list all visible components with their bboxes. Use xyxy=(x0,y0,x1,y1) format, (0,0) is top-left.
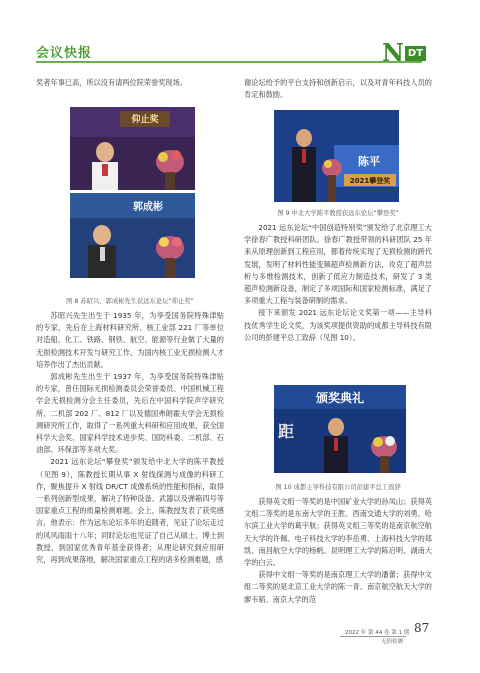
header-divider xyxy=(36,61,422,63)
left-body-paragraph-2: 郭成彬先生出生于 1937 年，为享受国务院特殊津贴的专家，曾任国际无损检测委员会荣誉委员、中国机械工程学会无损检测分会主任委员，先后在中国科学院声学研究所、二机部 202 厂、812 厂以及德国弗朗霍夫学会无损检测研究所工作，取得了一系列重大科研和应用成果，获全国科学大会奖、国家科学技术进步奖、国防科委、二机部、石油部、环保部等多项大奖。 xyxy=(36,372,224,455)
left-intro-text xyxy=(36,77,224,89)
right-bottom-paragraph-2: 获得中文组一等奖的是南京理工大学的潘蕾；获得中文组二等奖的是北京工业大学的陈一青、南京航空航天大学的廖韦韬、南京大学的范 xyxy=(244,570,432,604)
figure9-photo xyxy=(274,110,399,202)
figure9-sign-award: 2021攀登奖 xyxy=(349,177,391,185)
ndt-logo xyxy=(380,40,428,66)
footer-issue: 2022 年 第 44 卷 第 1 期 xyxy=(345,630,410,636)
figure10-photo xyxy=(274,385,406,473)
right-body-paragraph-2: 接下来颁发 2021 远东论坛论文奖第一项——主导科技优秀学生论文奖，为该奖项提供资助的成都主导科技有限公司的彭建平总工致辞（见图 10）。 xyxy=(244,308,432,342)
figure8-bottom-scene xyxy=(70,193,195,278)
right-intro-paragraph: 谢论坛给予的平台支持和创新启示，以及对青年科技人员的肯定和鼓励。 xyxy=(244,78,432,100)
footer-magazine: 无损检测 xyxy=(381,639,404,645)
figure8-sign-2: 郭成彬 xyxy=(133,202,163,213)
right-bottom-text xyxy=(244,496,432,606)
left-intro-paragraph: 奖者年事已高，所以没有请两位院荣誉奖现场。 xyxy=(36,78,187,87)
figure10-sign: 颁奖典礼 xyxy=(315,391,365,405)
figure8-photo-bottom xyxy=(70,193,195,278)
figure8-caption: 图 8 苏昭兴、郭成彬先生获远东论坛“仰止奖” xyxy=(66,298,194,305)
logo-dt-box: DT xyxy=(405,46,426,61)
right-intro-text xyxy=(244,77,432,101)
right-bottom-paragraph-1: 获得英文组一等奖的是中国矿业大学的孙凤山；获得英文组二等奖的是东南大学的王胜、西南交通大学的刘勇、哈尔滨工业大学的葛宇航；获得英文组三等奖的是南京航空航天大学的许佩、电子科技大学的李岳勇、上海科技大学的郑凯、南昌航空大学的杨帆、昆明理工大学的陈启明、湖南大学的白云。 xyxy=(244,497,432,568)
left-body-text xyxy=(36,310,224,566)
right-body-paragraph-1: 2021 远东论坛“中国创造特别奖”颁发给了北京理工大学徐春广教授科研团队。徐春广教授带领的科研团队 25 年来从原理创新到工程应用，都着传统实现了无损检测的跨代发展，发明了材料性能变频超声检测新方法，攻克了超声层析与多维检测技术，创新了低应力制造技术，研发了 3 类超声检测新设备，制定了多项国际和国家检测标准，满足了多项重大工程与装备研制的需求。 xyxy=(244,223,432,306)
figure8-sign-1: 仰止奖 xyxy=(131,115,159,125)
figure10-sign-2: 距 xyxy=(277,422,295,441)
figure10-scene xyxy=(274,385,406,473)
figure9-caption: 图 9 中北大学陈平教授获远东论坛“攀登奖” xyxy=(277,210,399,217)
figure10-caption: 图 10 成都主导科技有限公司彭建平总工致辞 xyxy=(275,484,401,491)
left-body-paragraph-3: 2021 远东论坛“攀登奖”颁发给中北大学的陈平教授（见图 9），陈教授长期从事 X 射线探测与成像的科研工作，聚焦提升 X 射线 DR/CT 成像系统的性能和指标，取得一系列创新型成果，解决了特种设备、武器以及弹箱四号等国家重点工程的质量检测难题。会上，陈教授发表了获奖感言，他表示：作为远东论坛多年的追随者，见证了论坛走过的风风雨雨十八年；同时论坛也见证了自己从硕士、博士到教授，到国家优秀青年基金获得者；从理论研究到应用研究，再到成果落地，解决国家重点工程的诸多检测难题，感 xyxy=(36,457,224,565)
left-body-paragraph-1: 苏昭兴先生出生于 1935 年，为享受国务院特殊津贴的专家，先后在上海材料研究所、核工业部 221 厂等单位对造船、化工、铁路、钢铁、航空、能源等行业做了大量的无损检测技术开发与研究工作，为国内核工业无损检测人才培养作出了杰出贡献。 xyxy=(36,311,224,369)
figure9-sign-name: 陈平 xyxy=(358,155,380,168)
figure9-scene xyxy=(274,110,399,202)
figure8-photo-top xyxy=(70,107,195,190)
page-number: 87 xyxy=(414,621,430,635)
section-title: 会议快报 xyxy=(36,46,93,61)
figure8-top-scene xyxy=(70,107,195,190)
right-body-text xyxy=(244,222,432,344)
logo-n-letter: N xyxy=(381,38,404,67)
